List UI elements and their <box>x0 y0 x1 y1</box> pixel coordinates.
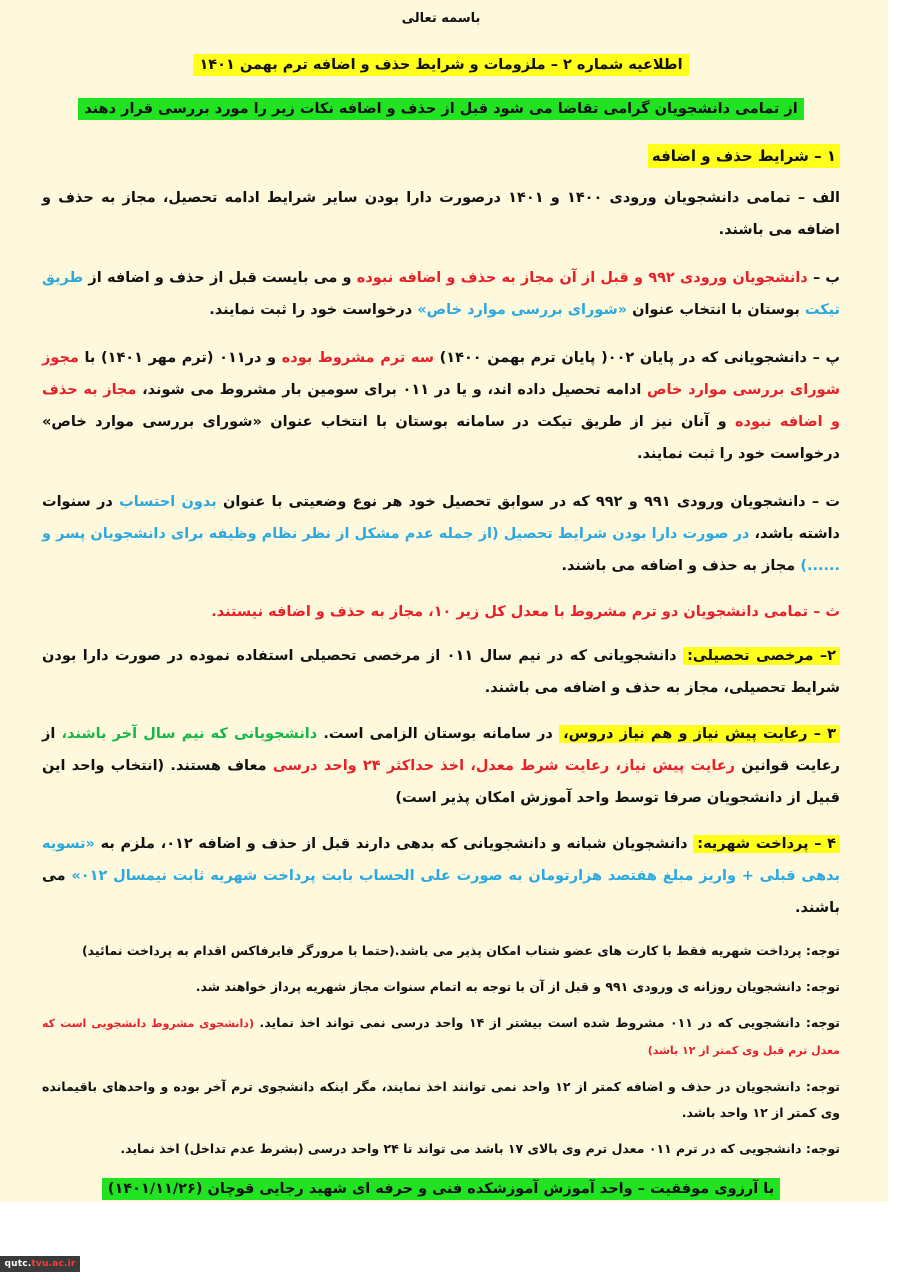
clause-pe-red3: مجاز به حذف و اضافه نبوده <box>42 382 840 430</box>
subtitle-row <box>42 96 840 122</box>
clause-be-mid2: بوستان با انتخاب عنوان <box>632 302 800 318</box>
clause-te-part3: مجاز به حذف و اضافه می باشند. <box>561 558 796 574</box>
note-4 <box>42 1074 840 1126</box>
clause-pe-part2: و در۰۱۱ (ترم مهر ۱۴۰۱) با <box>84 350 277 366</box>
clause-pe-part1: پ – دانشجویانی که در پایان ۰۰۲( پایان ترم بهمن ۱۴۰۰) <box>439 350 841 366</box>
clause-pe <box>42 342 840 470</box>
note-4-text: دانشجویان در حذف و اضافه کمتر از ۱۲ واحد نمی توانند اخذ نمایند، مگر اینکه دانشجوی ترم آخر بوده و واحدهای باقیمانده وی کمتر از ۱۲ واحد باشد. <box>42 1079 840 1120</box>
section4-heading: ۴ – پرداخت شهریه: <box>693 835 840 853</box>
section1-heading: ۱ – شرایط حذف و اضافه <box>648 144 840 168</box>
clause-pe-red1: سه ترم مشروط بوده <box>281 350 434 366</box>
section1-heading-row <box>42 142 840 170</box>
note-3-red: (دانشجوی مشروط دانشجویی است که معدل ترم قبل وی کمتر از ۱۲ باشد) <box>42 1017 840 1057</box>
note-5 <box>42 1136 840 1162</box>
clause-te-part1: ت – دانشجویان ورودی ۹۹۱ و ۹۹۲ که در سوابق تحصیل خود هر نوع وضعیتی با عنوان <box>223 494 840 510</box>
clause-te-blue2: در صورت دارا بودن شرایط تحصیل (از جمله عدم مشکل از نظر نظام وظیفه برای دانشجویان پسر و ......) <box>42 526 840 574</box>
section4-part2: می باشند. <box>42 868 840 916</box>
section4-part1: دانشجویان شبانه و دانشجویانی که بدهی دارند قبل از حذف و اضافه ۰۱۲، ملزم به <box>100 836 688 852</box>
note-label: توجه: <box>805 1141 840 1156</box>
clause-be-council: «شورای بررسی موارد خاص» <box>417 302 628 318</box>
section3-part1: در سامانه بوستان الزامی است. <box>323 726 553 742</box>
clause-alef: الف – تمامی دانشجویان ورودی ۱۴۰۰ و ۱۴۰۱ درصورت دارا بودن سایر شرایط ادامه تحصیل، مجاز به حذف و اضافه می باشند. <box>42 190 841 238</box>
note-1-text: پرداخت شهریه فقط با کارت های عضو شتاب امکان پذیر می باشد.(حتما با مرورگر فایرفاکس اقدام به پرداخت نمائید) <box>81 943 802 958</box>
note-label: توجه: <box>805 1079 840 1094</box>
section3-red: رعایت پیش نیاز، رعایت شرط معدل، اخذ حداکثر ۲۴ واحد درسی <box>272 758 736 774</box>
section3-part3: معاف هستند. (انتخاب واحد این قبیل از دانشجویان صرفا توسط واحد آموزش امکان پذیر است) <box>42 758 840 806</box>
note-3 <box>42 1010 840 1064</box>
section2 <box>42 640 840 704</box>
note-label: توجه: <box>805 1015 840 1030</box>
clause-te-blue1: بدون احتساب <box>119 494 217 510</box>
clause-be-prefix: ب – <box>812 270 840 286</box>
section3-part2: از رعایت قوانین <box>42 726 840 774</box>
note-1 <box>42 938 840 964</box>
clause-be-ticket: طریق تیکت <box>42 270 840 318</box>
section4-blue: «تسویه بدهی قبلی + واریز مبلغ هفتصد هزارتومان به صورت علی الحساب بابت پرداخت شهریه ثابت نیمسال ۰۱۲» <box>42 836 840 884</box>
closing-line: با آرزوی موفقیت – واحد آموزش آموزشکده فنی و حرفه ای شهید رجایی قوچان (۱۴۰۱/۱۱/۲۶) <box>102 1178 780 1200</box>
section4 <box>42 828 840 924</box>
clause-be-end: درخواست خود را ثبت نمایند. <box>209 302 413 318</box>
watermark-domain: tvu.ac.ir <box>31 1259 76 1269</box>
clause-pe-red2: مجوز شورای بررسی موارد خاص <box>42 350 840 398</box>
note-5-text: دانشجویی که در ترم ۰۱۱ معدل ترم وی بالای ۱۷ باشد می تواند تا ۲۴ واحد درسی (بشرط عدم تداخل) اخذ نماید. <box>120 1141 802 1156</box>
announcement-subtitle: از تمامی دانشجویان گرامی تقاضا می شود قبل از حذف و اضافه نکات زیر را مورد بررسی قرار دهند <box>78 98 803 120</box>
closing-row <box>42 1176 840 1202</box>
clause-se: ث – تمامی دانشجویان دو ترم مشروط با معدل کل زیر ۱۰، مجاز به حذف و اضافه نیستند. <box>211 604 840 620</box>
clause-be <box>42 262 840 326</box>
clause-te <box>42 486 840 582</box>
section3 <box>42 718 840 814</box>
site-watermark <box>0 1256 80 1272</box>
note-2 <box>42 974 840 1000</box>
watermark-prefix: qutc. <box>4 1259 32 1269</box>
section3-green: دانشجویانی که نیم سال آخر باشند، <box>61 726 318 742</box>
clause-pe-part4: و آنان نیز از طریق تیکت در سامانه بوستان با انتخاب عنوان «شورای بررسی موارد خاص» درخواست خود را ثبت نمایند. <box>42 414 840 462</box>
section3-heading: ۳ – رعایت پیش نیاز و هم نیاز دروس، <box>559 725 840 743</box>
title-row <box>42 52 840 78</box>
clause-be-red: دانشجویان ورودی ۹۹۲ و قبل از آن مجاز به حذف و اضافه نبوده <box>356 270 808 286</box>
bismillah: باسمه تعالی <box>401 11 481 26</box>
clause-te-part2: در سنوات داشته باشد، <box>42 494 840 542</box>
section2-heading: ۲– مرخصی تحصیلی: <box>683 647 840 665</box>
clause-pe-part3: ادامه تحصیل داده اند، و یا در ۰۱۱ برای سومین بار مشروط می شوند، <box>142 382 642 398</box>
note-2-text: دانشجویان روزانه ی ورودی ۹۹۱ و قبل از آن با توجه به اتمام سنوات مجاز شهریه پرداز خواهند شد. <box>195 979 802 994</box>
note-label: توجه: <box>805 979 840 994</box>
note-3-text: دانشجویی که در ۰۱۱ مشروط شده است بیشتر از ۱۴ واحد درسی نمی تواند اخذ نماید. <box>259 1015 801 1030</box>
clause-be-mid: و می بایست قبل از حذف و اضافه از <box>88 270 352 286</box>
section2-body: دانشجویانی که در نیم سال ۰۱۱ از مرخصی تحصیلی استفاده نموده در صورت دارا بودن شرایط تحصیلی، مجاز به حذف و اضافه می باشند. <box>42 648 840 696</box>
announcement-title: اطلاعیه شماره ۲ – ملزومات و شرایط حذف و اضافه ترم بهمن ۱۴۰۱ <box>193 54 688 76</box>
note-label: توجه: <box>805 943 840 958</box>
